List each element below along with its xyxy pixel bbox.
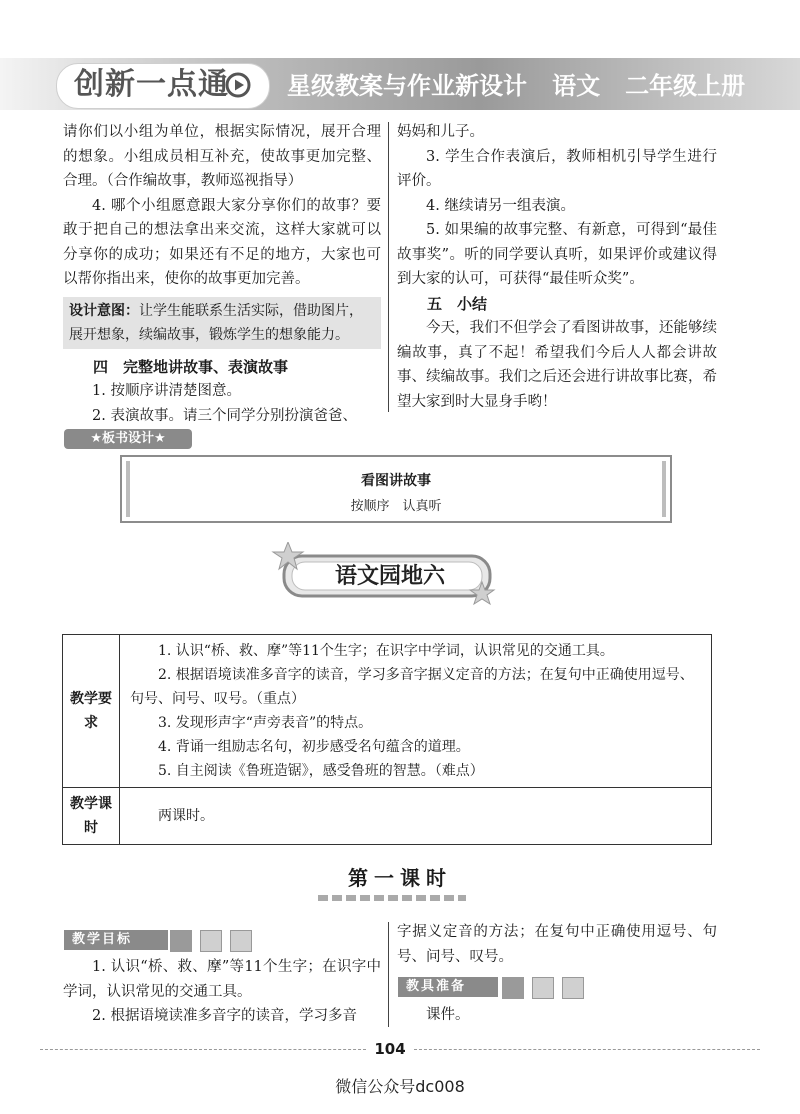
board-design-label: [64, 429, 192, 449]
header-title: 星级教案与作业新设计 语文 二年级上册: [287, 72, 746, 100]
left-paragraph: 请你们以小组为单位，根据实际情况，展开合理的想象。小组成员相互补充，使故事更加完整、合理。（合作编故事，教师巡视指导）: [63, 124, 381, 189]
right-paragraph: 妈妈和儿子。: [397, 124, 484, 140]
requirement-item: 1. 认识“桥、救、摩”等11个生字；在识字中学词，认识常见的交通工具。: [158, 643, 614, 659]
goal-item-continued: 字据义定音的方法；在复句中正确使用逗号、句号、问号、叹号。: [397, 924, 717, 965]
right-paragraph: 3. 学生合作表演后，教师相机引导学生进行评价。: [397, 148, 717, 189]
board-subtitle: 按顺序 认真听: [350, 499, 442, 514]
play-circle-icon: [225, 72, 251, 98]
row-label: 教学课时: [63, 788, 120, 845]
right-paragraph: 5. 如果编的故事完整、有新意，可得到“最佳故事奖”。听的同学要认真听，如果评价或建议得到大家的认可，可获得“最佳听众奖”。: [397, 222, 717, 287]
section-heading: 五 小结: [427, 294, 488, 313]
board-title: 看图讲故事: [361, 473, 431, 489]
star-icon: ★: [154, 431, 166, 446]
footer-divider: [40, 1049, 366, 1050]
decorative-square: [562, 977, 584, 999]
requirement-item: 3. 发现形声字“声旁表音”的特点。: [158, 715, 373, 731]
lesson-title: 第一课时: [348, 866, 452, 890]
right-paragraph: 4. 继续请另一组表演。: [426, 197, 575, 214]
table-row: [63, 635, 712, 788]
table-row: [63, 788, 712, 845]
column-divider: [388, 122, 389, 412]
prep-label: 教具准备: [398, 977, 498, 997]
decorative-square: [502, 977, 524, 999]
goal-item: 2. 根据语境读准多音字的读音，学习多音: [92, 1008, 357, 1024]
right-column: [397, 120, 717, 414]
teaching-goals-label: 教学目标: [64, 930, 168, 950]
footer-divider: [414, 1049, 760, 1050]
column-divider: [388, 922, 389, 1027]
design-note-label: 设计意图：: [69, 302, 139, 319]
goal-item: 1. 认识“桥、救、摩”等11个生字；在识字中学词，认识常见的交通工具。: [63, 959, 381, 1000]
design-note-text: 让学生能联系生活实际，借助图片，展开想象，续编故事，锻炼学生的想象能力。: [69, 302, 363, 343]
decorative-square: [170, 930, 192, 952]
board-design-box: [120, 455, 672, 523]
unit-title: 语文园地六: [334, 564, 445, 589]
requirement-item: 2. 根据语境读准多音字的读音，学习多音字据义定音的方法；在复句中正确使用逗号、句号、问号、叹号。（重点）: [130, 667, 694, 707]
list-item: 1. 按顺序讲清楚图意。: [92, 383, 241, 399]
decorative-square: [200, 930, 222, 952]
row-value: [120, 788, 712, 845]
page-number: 104: [370, 1038, 410, 1060]
watermark: 微信公众号dc008: [335, 1077, 465, 1096]
decorative-square: [230, 930, 252, 952]
decorative-dash-bar: [318, 895, 466, 901]
brand-name: 创新一点通: [74, 67, 229, 102]
right-paragraph: 今天，我们不但学会了看图讲故事，还能够续编故事，真了不起！希望我们今后人人都会讲故事、续编故事。我们之后还会进行讲故事比赛，希望大家到时大显身手哟！: [397, 320, 717, 410]
row-value: [120, 635, 712, 788]
teaching-goals-continued: [397, 920, 717, 969]
decorative-square: [532, 977, 554, 999]
teaching-goals: [63, 955, 381, 1029]
requirement-item: 4. 背诵一组励志名句，初步感受名句蕴含的道理。: [158, 739, 470, 755]
requirement-item: 5. 自主阅读《鲁班造锯》，感受鲁班的智慧。（难点）: [158, 763, 484, 779]
left-paragraph: 4. 哪个小组愿意跟大家分享你们的故事？要敢于把自己的想法拿出来交流，这样大家就可以分享你的成功；如果还有不足的地方，大家也可以帮你指出来，使你的故事更加完善。: [63, 197, 381, 287]
board-design-label-text: 板书设计: [101, 431, 154, 446]
section-heading: 四 完整地讲故事、表演故事: [93, 357, 289, 376]
design-note: [63, 297, 381, 349]
row-label: 教学要求: [63, 635, 120, 788]
prep-content: [397, 1003, 717, 1028]
list-item: 2. 表演故事。请三个同学分别扮演爸爸、: [92, 407, 357, 424]
requirements-table: [62, 634, 712, 845]
prep-value: 课件。: [426, 1007, 470, 1023]
requirement-item: 两课时。: [158, 808, 214, 824]
star-icon: ★: [90, 431, 102, 446]
left-column: [63, 120, 381, 428]
